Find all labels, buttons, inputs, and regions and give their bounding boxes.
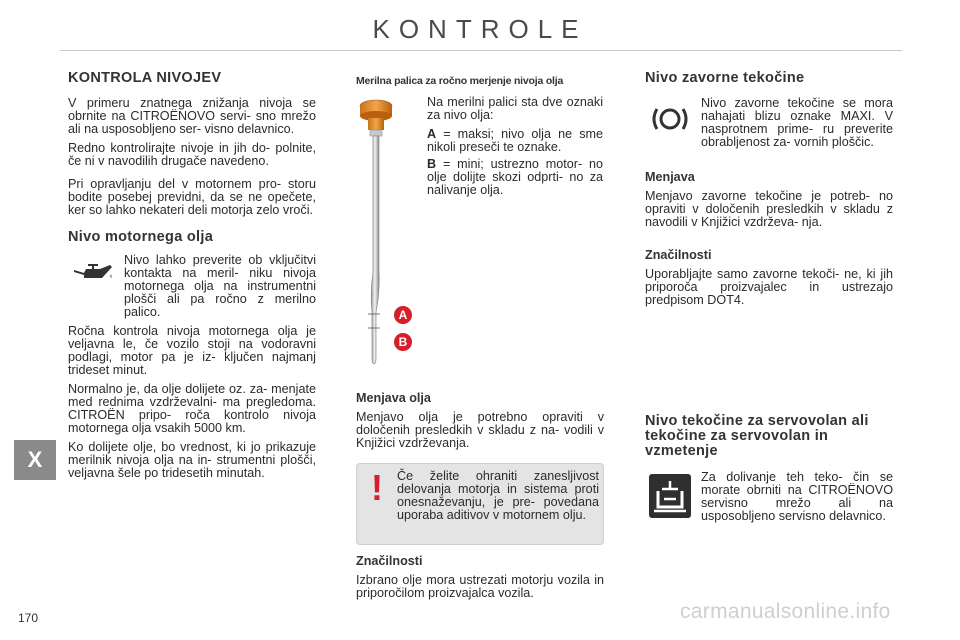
dipstick-marker-a bbox=[394, 306, 412, 324]
brake-spec-text: Uporabljajte samo zavorne tekoči- ne, ki jih priporoča proizvajalec in ustrezajo predpisom DOT4. bbox=[645, 267, 893, 307]
brake-warning-icon bbox=[650, 105, 690, 133]
dipstick-intro: Na merilni palici sta dve oznaki za nivo olja: bbox=[427, 95, 603, 122]
warning-text: Če želite ohraniti zanesljivost delovanja motorja in sistema proti onesnaževanju, je pre- povedana uporaba aditivov v motornem olju. bbox=[397, 469, 599, 522]
dipstick-caption: Merilna palica za ročno merjenje nivoja olja bbox=[356, 75, 564, 87]
title-divider bbox=[60, 50, 902, 51]
dipstick-text bbox=[427, 96, 603, 203]
dipstick-a-text bbox=[427, 128, 603, 154]
oil-change-text: Menjavo olja je potrebno opraviti v določenih presledkih v skladu z na- vodili v Knjižici vzdrževanja. bbox=[356, 410, 604, 450]
oil-paragraph-3: Normalno je, da olje dolijete oz. za- menjate med rednima vzdrževalni- ma pregledoma. CITROËN pripo- roča kontrolo nivoja motornega olja vsakih 5000 km. bbox=[68, 382, 316, 435]
oil-level-heading: Nivo motornega olja bbox=[68, 229, 214, 245]
brake-icon-paragraph bbox=[645, 97, 893, 171]
oil-change-heading: Menjava olja bbox=[356, 391, 431, 405]
b-label: B bbox=[427, 157, 437, 171]
warning-icon: ! bbox=[371, 467, 383, 508]
chapter-tab: X bbox=[14, 440, 56, 480]
warning-box bbox=[356, 463, 604, 545]
oil-paragraph-4: Ko dolijete olje, bo vrednost, ki jo prikazuje merilnik nivoja olja na in- strumentni plošči, veljavna šele po tridesetih minutah. bbox=[68, 440, 316, 480]
oil-paragraph-1: Nivo lahko preverite ob vključitvi kontakta na meril- niku nivoja motornega olja na instrumentni plošči ali pa ročno z merilno palico. bbox=[124, 253, 316, 319]
a-label: A bbox=[427, 127, 437, 141]
marker-a-label: A bbox=[398, 308, 408, 322]
power-steering-icon bbox=[648, 473, 692, 519]
brake-fluid-text: Nivo zavorne tekočine se mora nahajati blizu oznake MAXI. V nasprotnem prime- ru preverite obrabljenost za- vornih ploščic. bbox=[701, 96, 893, 149]
steering-icon-paragraph bbox=[645, 471, 893, 529]
marker-b-label: B bbox=[398, 335, 408, 349]
left-column bbox=[68, 72, 316, 486]
page-number: 170 bbox=[18, 611, 39, 625]
brake-fluid-heading: Nivo zavorne tekočine bbox=[645, 70, 805, 86]
brake-change-heading: Menjava bbox=[645, 170, 695, 184]
oil-change-section bbox=[356, 392, 604, 456]
oil-spec-section bbox=[356, 555, 604, 606]
brake-spec-heading: Značilnosti bbox=[645, 248, 712, 262]
intro-paragraph-1: V primeru znatnega znižanja nivoja se obrnite na CITROËNOVO servi- sno mrežo ali na usposobljeno ser- visno delavnico. bbox=[68, 96, 316, 136]
intro-paragraph-2: Redno kontrolirajte nivoje in jih do- polnite, če ni v navodilih drugače navedeno. bbox=[68, 141, 316, 168]
brake-change-text: Menjavo zavorne tekočine je potreb- no opraviti v določenih presledkih v skladu z navodili v Knjižici vzdrževa- nja. bbox=[645, 189, 893, 229]
b-description: = mini; ustrezno motor- no olje dolijte skozi odprti- no za nalivanje olja. bbox=[427, 157, 603, 197]
oil-spec-heading: Značilnosti bbox=[356, 554, 423, 568]
right-column bbox=[645, 72, 893, 313]
oil-spec-text: Izbrano olje mora ustrezati motorju vozila in priporočilom proizvajalca vozila. bbox=[356, 573, 604, 600]
page-title: KONTROLE bbox=[372, 14, 588, 44]
oil-level-icon-paragraph bbox=[68, 254, 316, 325]
steering-fluid-heading: Nivo tekočine za servovolan ali tekočine za servovolan in vzmetenje bbox=[645, 413, 869, 459]
levels-heading: KONTROLA NIVOJEV bbox=[68, 70, 222, 86]
steering-section bbox=[645, 414, 893, 529]
intro-paragraph-3: Pri opravljanju del v motornem pro- storu bodite posebej previdni, da se ne opečete, ker so lahko nekateri deli motorja zelo vroči. bbox=[68, 177, 316, 217]
dipstick-marker-b bbox=[394, 333, 412, 351]
oil-can-icon bbox=[72, 262, 114, 284]
oil-paragraph-2: Ročna kontrola nivoja motornega olja je veljavna le, če vozilo stoji na vodoravni podlagi, motor pa je iz- ključen najmanj trideset minut. bbox=[68, 324, 316, 377]
watermark: carmanualsonline.info bbox=[680, 600, 891, 623]
steering-fluid-text: Za dolivanje teh teko- čin se morate obrniti na CITROËNOVO servisno mrežo ali na usposobljeno servisno delavnico. bbox=[701, 470, 893, 523]
dipstick-b-text bbox=[427, 158, 603, 197]
a-description: = maksi; nivo olja ne sme nikoli preseči te oznake. bbox=[427, 127, 603, 154]
